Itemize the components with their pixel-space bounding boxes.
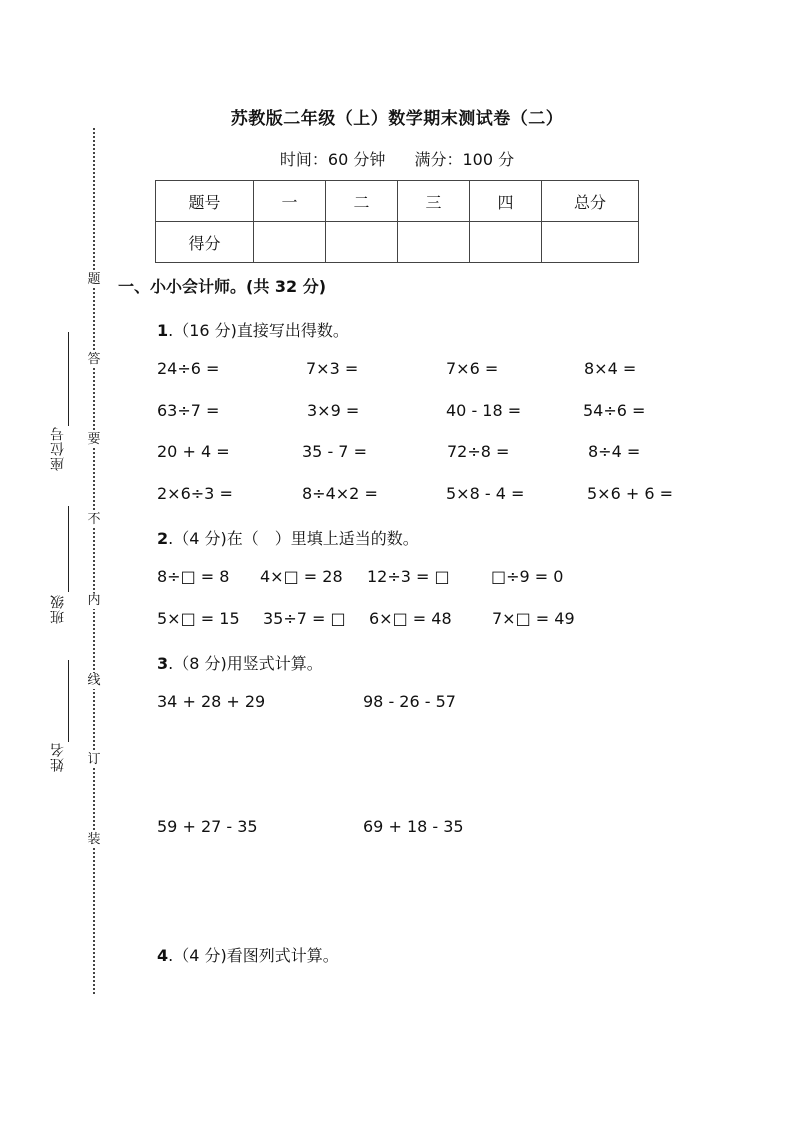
problem: 8×4 =	[584, 359, 637, 378]
section-title: 一、小小会计师。(共 32 分)	[118, 277, 327, 296]
problem: 54÷6 =	[583, 401, 646, 420]
problem: 8÷4 =	[588, 442, 641, 461]
score-header-cell: 三	[398, 181, 470, 222]
vertical-calc-problem: 98 - 26 - 57	[363, 692, 456, 711]
fill-blank-problem: 4×□ = 28	[260, 567, 343, 586]
score-table-header-row	[156, 181, 639, 222]
fill-blank-problem: 8÷□ = 8	[157, 567, 230, 586]
score-cell[interactable]	[398, 222, 470, 263]
score-header-cell: 二	[326, 181, 398, 222]
name-label: 姓名	[50, 742, 66, 772]
question-2-heading	[157, 526, 419, 549]
exam-full-score: 满分：100 分	[414, 150, 515, 169]
question-number: 1	[157, 321, 169, 340]
problem: 7×3 =	[306, 359, 359, 378]
score-header-cell: 题号	[156, 181, 254, 222]
problem: 8÷4×2 =	[302, 484, 378, 503]
score-cell[interactable]	[542, 222, 639, 263]
score-table-score-row	[156, 222, 639, 263]
question-3-heading	[157, 651, 323, 674]
question-text: .（16 分)直接写出得数。	[168, 321, 349, 340]
problem: 40 - 18 =	[446, 401, 522, 420]
problem: 20 + 4 =	[157, 442, 230, 461]
seat-number-line[interactable]	[68, 332, 69, 426]
score-row-label: 得分	[156, 222, 254, 263]
question-number: 3	[157, 654, 169, 673]
vertical-calc-problem: 69 + 18 - 35	[363, 817, 464, 836]
fill-blank-problem: 5×□ = 15	[157, 609, 240, 628]
exam-info	[0, 147, 794, 170]
binding-char: 答	[87, 352, 101, 367]
problem: 2×6÷3 =	[157, 484, 233, 503]
problem: 35 - 7 =	[302, 442, 367, 461]
question-text: .（4 分)在（ ）里填上适当的数。	[168, 529, 419, 548]
vertical-calc-problem: 34 + 28 + 29	[157, 692, 266, 711]
problem: 3×9 =	[307, 401, 360, 420]
question-text: .（4 分)看图列式计算。	[168, 946, 339, 965]
problem: 63÷7 =	[157, 401, 220, 420]
exam-title: 苏教版二年级（上）数学期末测试卷（二）	[230, 109, 564, 129]
score-cell[interactable]	[326, 222, 398, 263]
question-4-heading	[157, 943, 339, 966]
question-number: 4	[157, 946, 169, 965]
exam-time: 时间：60 分钟	[279, 150, 386, 169]
fill-blank-problem: 7×□ = 49	[492, 609, 575, 628]
score-table	[155, 180, 639, 263]
fill-blank-problem: 6×□ = 48	[369, 609, 452, 628]
class-label: 班级	[50, 594, 66, 624]
binding-char: 题	[87, 272, 101, 287]
fill-blank-problem: 35÷7 = □	[263, 609, 346, 628]
fill-blank-problem: □÷9 = 0	[491, 567, 564, 586]
problem: 5×6 + 6 =	[587, 484, 674, 503]
vertical-calc-problem: 59 + 27 - 35	[157, 817, 258, 836]
problem: 72÷8 =	[447, 442, 510, 461]
binding-char: 订	[87, 752, 101, 767]
binding-char: 内	[87, 593, 101, 608]
problem: 5×8 - 4 =	[446, 484, 525, 503]
question-1-heading	[157, 318, 349, 341]
binding-char: 装	[87, 832, 101, 847]
score-header-cell: 四	[470, 181, 542, 222]
binding-char: 不	[87, 512, 101, 527]
score-header-cell: 总分	[542, 181, 639, 222]
question-text: .（8 分)用竖式计算。	[168, 654, 323, 673]
class-line[interactable]	[68, 506, 69, 592]
problem: 7×6 =	[446, 359, 499, 378]
question-number: 2	[157, 529, 169, 548]
seat-number-label: 座位号	[50, 426, 66, 471]
binding-dotted-line	[93, 128, 95, 994]
binding-char: 要	[87, 432, 101, 447]
problem: 24÷6 =	[157, 359, 220, 378]
binding-char: 线	[87, 673, 101, 688]
score-cell[interactable]	[470, 222, 542, 263]
fill-blank-problem: 12÷3 = □	[367, 567, 450, 586]
score-cell[interactable]	[254, 222, 326, 263]
score-header-cell: 一	[254, 181, 326, 222]
name-line[interactable]	[68, 660, 69, 742]
